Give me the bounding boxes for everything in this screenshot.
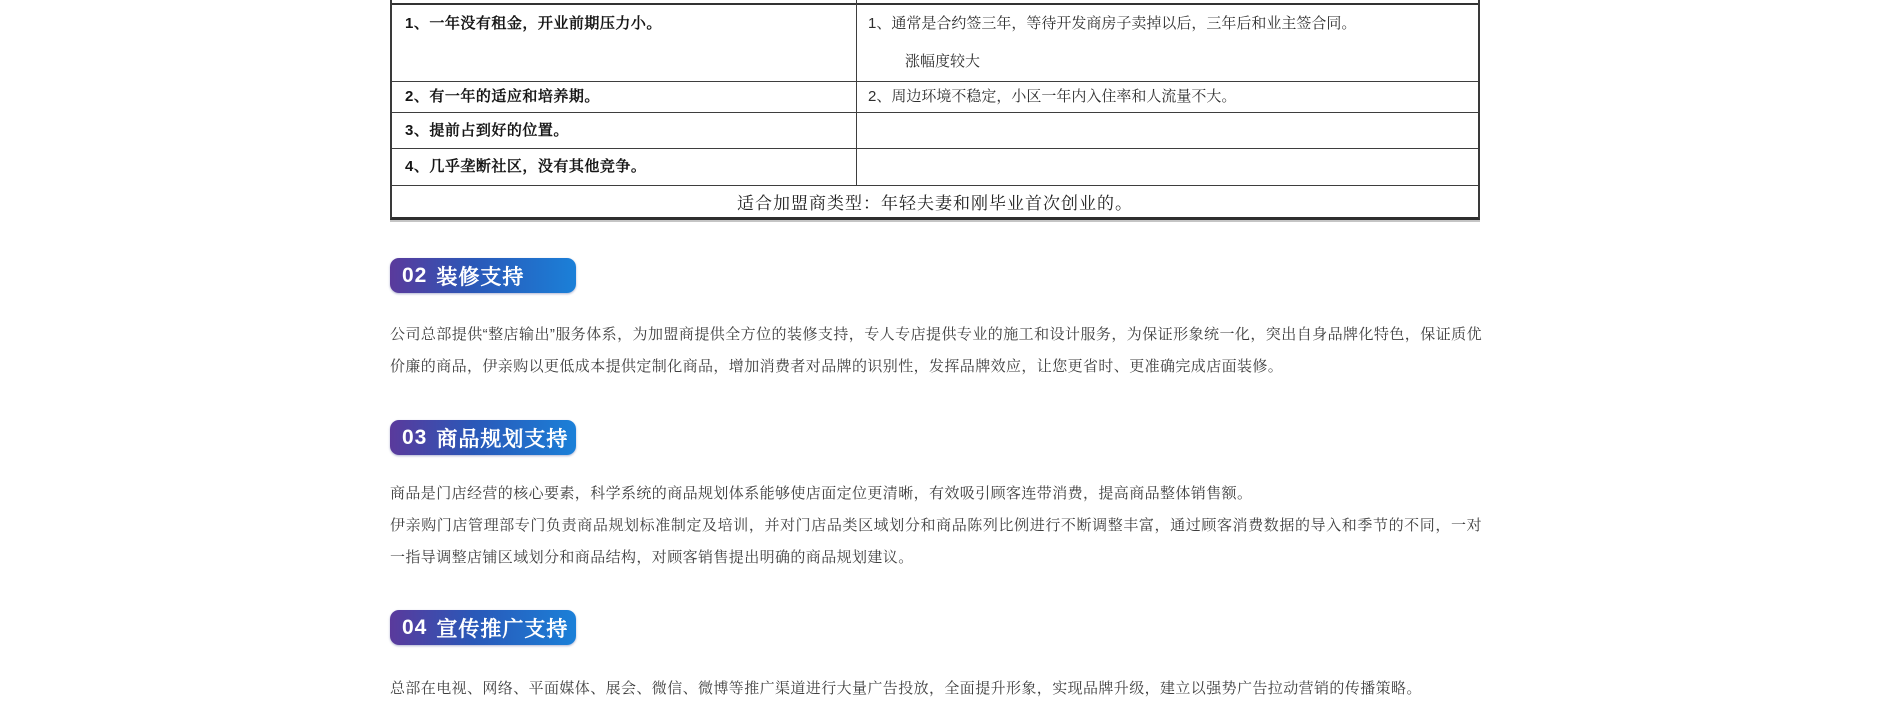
disadvantage-line-2: 涨幅度较大 xyxy=(905,53,981,70)
section-paragraphs-merchandise-planning-support xyxy=(390,478,1482,574)
badge-number: 02 xyxy=(402,263,428,287)
table-row xyxy=(392,5,1478,82)
section-badge-promotion-support xyxy=(390,610,576,645)
section-badge-merchandise-planning-support xyxy=(390,420,576,455)
table-row xyxy=(392,82,1478,113)
section-paragraphs-decoration-support xyxy=(390,319,1482,383)
badge-number: 04 xyxy=(402,615,428,639)
table-cell-advantage: 4、几乎垄断社区，没有其他竞争。 xyxy=(392,149,857,185)
table-cell-advantage: 3、提前占到好的位置。 xyxy=(392,113,857,148)
section-badge-decoration-support xyxy=(390,258,576,293)
section-paragraph: 公司总部提供“整店输出”服务体系，为加盟商提供全方位的装修支持，专人专店提供专业的施工和设计服务，为保证形象统一化，突出自身品牌化特色，保证质优价廉的商品，伊亲购以更低成本提供定制化商品，增加消费者对品牌的识别性，发挥品牌效应，让您更省时、更准确完成店面装修。 xyxy=(390,326,1482,375)
table-cell-disadvantage xyxy=(857,5,1478,81)
table-row xyxy=(392,149,1478,186)
table-row xyxy=(392,113,1478,149)
disadvantage-line-1: 1、通常是合约签三年，等待开发商房子卖掉以后，三年后和业主签合同。 xyxy=(868,15,1357,32)
badge-number: 03 xyxy=(402,425,428,449)
table-cell-disadvantage: 2、周边环境不稳定，小区一年内入住率和人流量不大。 xyxy=(868,88,1237,105)
table-cell-advantage: 2、有一年的适应和培养期。 xyxy=(392,82,857,112)
badge-title: 装修支持 xyxy=(436,265,525,289)
section-paragraphs-promotion-support xyxy=(390,673,1482,703)
badge-title: 商品规划支持 xyxy=(436,427,569,451)
comparison-table xyxy=(390,0,1480,220)
section-paragraph: 商品是门店经营的核心要素，科学系统的商品规划体系能够使店面定位更清晰，有效吸引顾客连带消费，提高商品整体销售额。 xyxy=(390,485,1253,502)
table-footer-note: 适合加盟商类型：年轻夫妻和刚毕业首次创业的。 xyxy=(737,194,1133,213)
section-paragraph: 伊亲购门店管理部专门负责商品规划标准制定及培训，并对门店品类区域划分和商品陈列比例进行不断调整丰富，通过顾客消费数据的导入和季节的不同，一对一指导调整店铺区域划分和商品结构，对顾客销售提出明确的商品规划建议。 xyxy=(390,517,1482,566)
table-cell-disadvantage xyxy=(857,113,1478,148)
badge-title: 宣传推广支持 xyxy=(436,617,569,641)
section-paragraph: 总部在电视、网络、平面媒体、展会、微信、微博等推广渠道进行大量广告投放，全面提升形象，实现品牌升级，建立以强势广告拉动营销的传播策略。 xyxy=(390,680,1422,697)
table-cell-disadvantage xyxy=(857,149,1478,185)
table-cell-advantage: 1、一年没有租金，开业前期压力小。 xyxy=(392,5,857,81)
